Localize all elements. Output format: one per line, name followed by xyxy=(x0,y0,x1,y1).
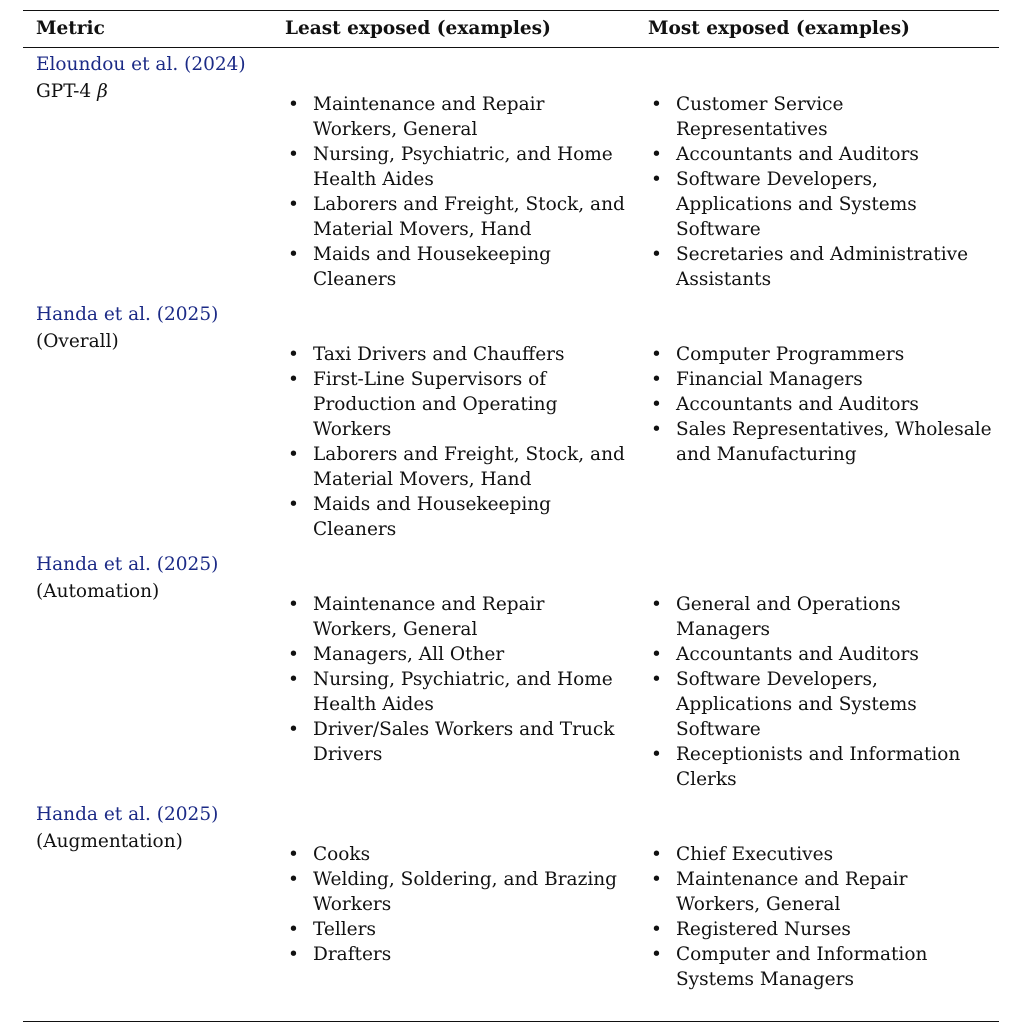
list-item-text: Managers, All Other xyxy=(313,644,505,665)
bullet-icon: • xyxy=(288,369,299,390)
list-item xyxy=(651,867,996,917)
citation-link[interactable]: Eloundou et al. (2024) xyxy=(36,54,246,75)
list-item xyxy=(651,917,996,942)
list-item-text: Cooks xyxy=(313,844,371,865)
bullet-icon: • xyxy=(651,94,662,115)
list-item xyxy=(288,342,628,367)
list-item xyxy=(651,742,996,792)
bullet-icon: • xyxy=(288,844,299,865)
list-item xyxy=(651,392,996,417)
bullet-icon: • xyxy=(651,419,662,440)
list-item xyxy=(651,242,996,292)
list-item-text: Customer Service Representatives xyxy=(676,94,844,140)
list-item-text: Maintenance and Repair Workers, General xyxy=(676,869,908,915)
bullet-icon: • xyxy=(651,744,662,765)
list-item-text: Computer and Information Systems Managers xyxy=(676,944,928,990)
bullet-icon: • xyxy=(288,144,299,165)
list-item-text: Nursing, Psychiatric, and Home Health Aides xyxy=(313,144,613,190)
list-item xyxy=(651,367,996,392)
citation-link[interactable]: Handa et al. (2025) xyxy=(36,804,219,825)
bullet-icon: • xyxy=(288,944,299,965)
metric-note: (Overall) xyxy=(36,331,119,352)
list-item xyxy=(288,842,628,867)
list-item xyxy=(288,592,628,642)
list-item-text: Nursing, Psychiatric, and Home Health Aides xyxy=(313,669,613,715)
bullet-icon: • xyxy=(288,94,299,115)
metric-note: (Automation) xyxy=(36,581,160,602)
citation-link[interactable]: Handa et al. (2025) xyxy=(36,554,219,575)
list-item-text: Financial Managers xyxy=(676,369,863,390)
list-item xyxy=(288,492,628,542)
list-item xyxy=(288,142,628,192)
bullet-icon: • xyxy=(651,344,662,365)
least-exposed-list xyxy=(288,342,628,542)
least-exposed-list xyxy=(288,92,628,292)
header-most-exposed: Most exposed (examples) xyxy=(648,18,910,39)
list-item-text: Tellers xyxy=(313,919,376,940)
list-item xyxy=(288,367,628,442)
list-item-text: Accountants and Auditors xyxy=(676,394,919,415)
bullet-icon: • xyxy=(651,669,662,690)
list-item xyxy=(288,192,628,242)
list-item-text: Maids and Housekeeping Cleaners xyxy=(313,244,552,290)
list-item xyxy=(651,92,996,142)
list-item xyxy=(288,717,628,767)
list-item-text: Maintenance and Repair Workers, General xyxy=(313,594,545,640)
list-item xyxy=(288,242,628,292)
list-item-text: Chief Executives xyxy=(676,844,834,865)
beta-symbol: β xyxy=(97,81,108,102)
bullet-icon: • xyxy=(651,869,662,890)
list-item-text: Accountants and Auditors xyxy=(676,144,919,165)
header-least-exposed: Least exposed (examples) xyxy=(285,18,551,39)
bullet-icon: • xyxy=(651,394,662,415)
list-item-text: General and Operations Managers xyxy=(676,594,901,640)
list-item xyxy=(288,442,628,492)
bullet-icon: • xyxy=(651,144,662,165)
header-metric: Metric xyxy=(36,18,105,39)
list-item-text: Computer Programmers xyxy=(676,344,905,365)
list-item-text: Drafters xyxy=(313,944,392,965)
bullet-icon: • xyxy=(288,644,299,665)
bullet-icon: • xyxy=(651,169,662,190)
list-item xyxy=(288,642,628,667)
list-item xyxy=(288,917,628,942)
list-item xyxy=(651,142,996,167)
bullet-icon: • xyxy=(651,244,662,265)
list-item-text: Software Developers, Applications and Systems Software xyxy=(676,669,917,740)
list-item-text: Registered Nurses xyxy=(676,919,851,940)
bullet-icon: • xyxy=(288,669,299,690)
most-exposed-list xyxy=(651,592,996,792)
metric-note: (Augmentation) xyxy=(36,831,183,852)
list-item xyxy=(651,842,996,867)
bullet-icon: • xyxy=(288,194,299,215)
list-item-text: Secretaries and Administrative Assistants xyxy=(676,244,969,290)
list-item xyxy=(288,667,628,717)
list-item-text: Taxi Drivers and Chauffers xyxy=(313,344,565,365)
bullet-icon: • xyxy=(651,844,662,865)
list-item xyxy=(651,942,996,992)
list-item xyxy=(651,417,996,467)
list-item-text: Laborers and Freight, Stock, and Material Movers, Hand xyxy=(313,444,625,490)
list-item xyxy=(651,642,996,667)
bullet-icon: • xyxy=(288,494,299,515)
most-exposed-list xyxy=(651,842,996,992)
bullet-icon: • xyxy=(288,869,299,890)
bullet-icon: • xyxy=(651,369,662,390)
metric-note xyxy=(36,79,246,104)
bullet-icon: • xyxy=(288,444,299,465)
list-item-text: Receptionists and Information Clerks xyxy=(676,744,961,790)
most-exposed-list xyxy=(651,92,996,292)
bullet-icon: • xyxy=(288,919,299,940)
list-item xyxy=(651,167,996,242)
metric-note-text: GPT-4 xyxy=(36,81,98,102)
list-item-text: First-Line Supervisors of Production and Operating Workers xyxy=(313,369,558,440)
metric-cell xyxy=(36,552,218,604)
citation-link[interactable]: Handa et al. (2025) xyxy=(36,304,219,325)
bullet-icon: • xyxy=(288,594,299,615)
list-item-text: Driver/Sales Workers and Truck Drivers xyxy=(313,719,615,765)
bullet-icon: • xyxy=(651,594,662,615)
list-item xyxy=(288,867,628,917)
list-item xyxy=(651,592,996,642)
bullet-icon: • xyxy=(651,919,662,940)
list-item-text: Welding, Soldering, and Brazing Workers xyxy=(313,869,618,915)
metric-cell xyxy=(36,52,246,104)
bottom-rule xyxy=(23,1021,999,1022)
bullet-icon: • xyxy=(651,644,662,665)
list-item-text: Laborers and Freight, Stock, and Material Movers, Hand xyxy=(313,194,625,240)
list-item-text: Maids and Housekeeping Cleaners xyxy=(313,494,552,540)
metric-cell xyxy=(36,802,218,854)
list-item-text: Software Developers, Applications and Systems Software xyxy=(676,169,917,240)
list-item xyxy=(651,342,996,367)
list-item xyxy=(288,942,628,967)
least-exposed-list xyxy=(288,842,628,967)
list-item-text: Maintenance and Repair Workers, General xyxy=(313,94,545,140)
top-rule xyxy=(23,10,999,11)
metric-cell xyxy=(36,302,218,354)
bullet-icon: • xyxy=(288,344,299,365)
bullet-icon: • xyxy=(651,944,662,965)
header-rule xyxy=(23,47,999,48)
list-item xyxy=(288,92,628,142)
list-item-text: Sales Representatives, Wholesale and Manufacturing xyxy=(676,419,992,465)
list-item-text: Accountants and Auditors xyxy=(676,644,919,665)
list-item xyxy=(651,667,996,742)
bullet-icon: • xyxy=(288,719,299,740)
least-exposed-list xyxy=(288,592,628,767)
most-exposed-list xyxy=(651,342,996,467)
bullet-icon: • xyxy=(288,244,299,265)
